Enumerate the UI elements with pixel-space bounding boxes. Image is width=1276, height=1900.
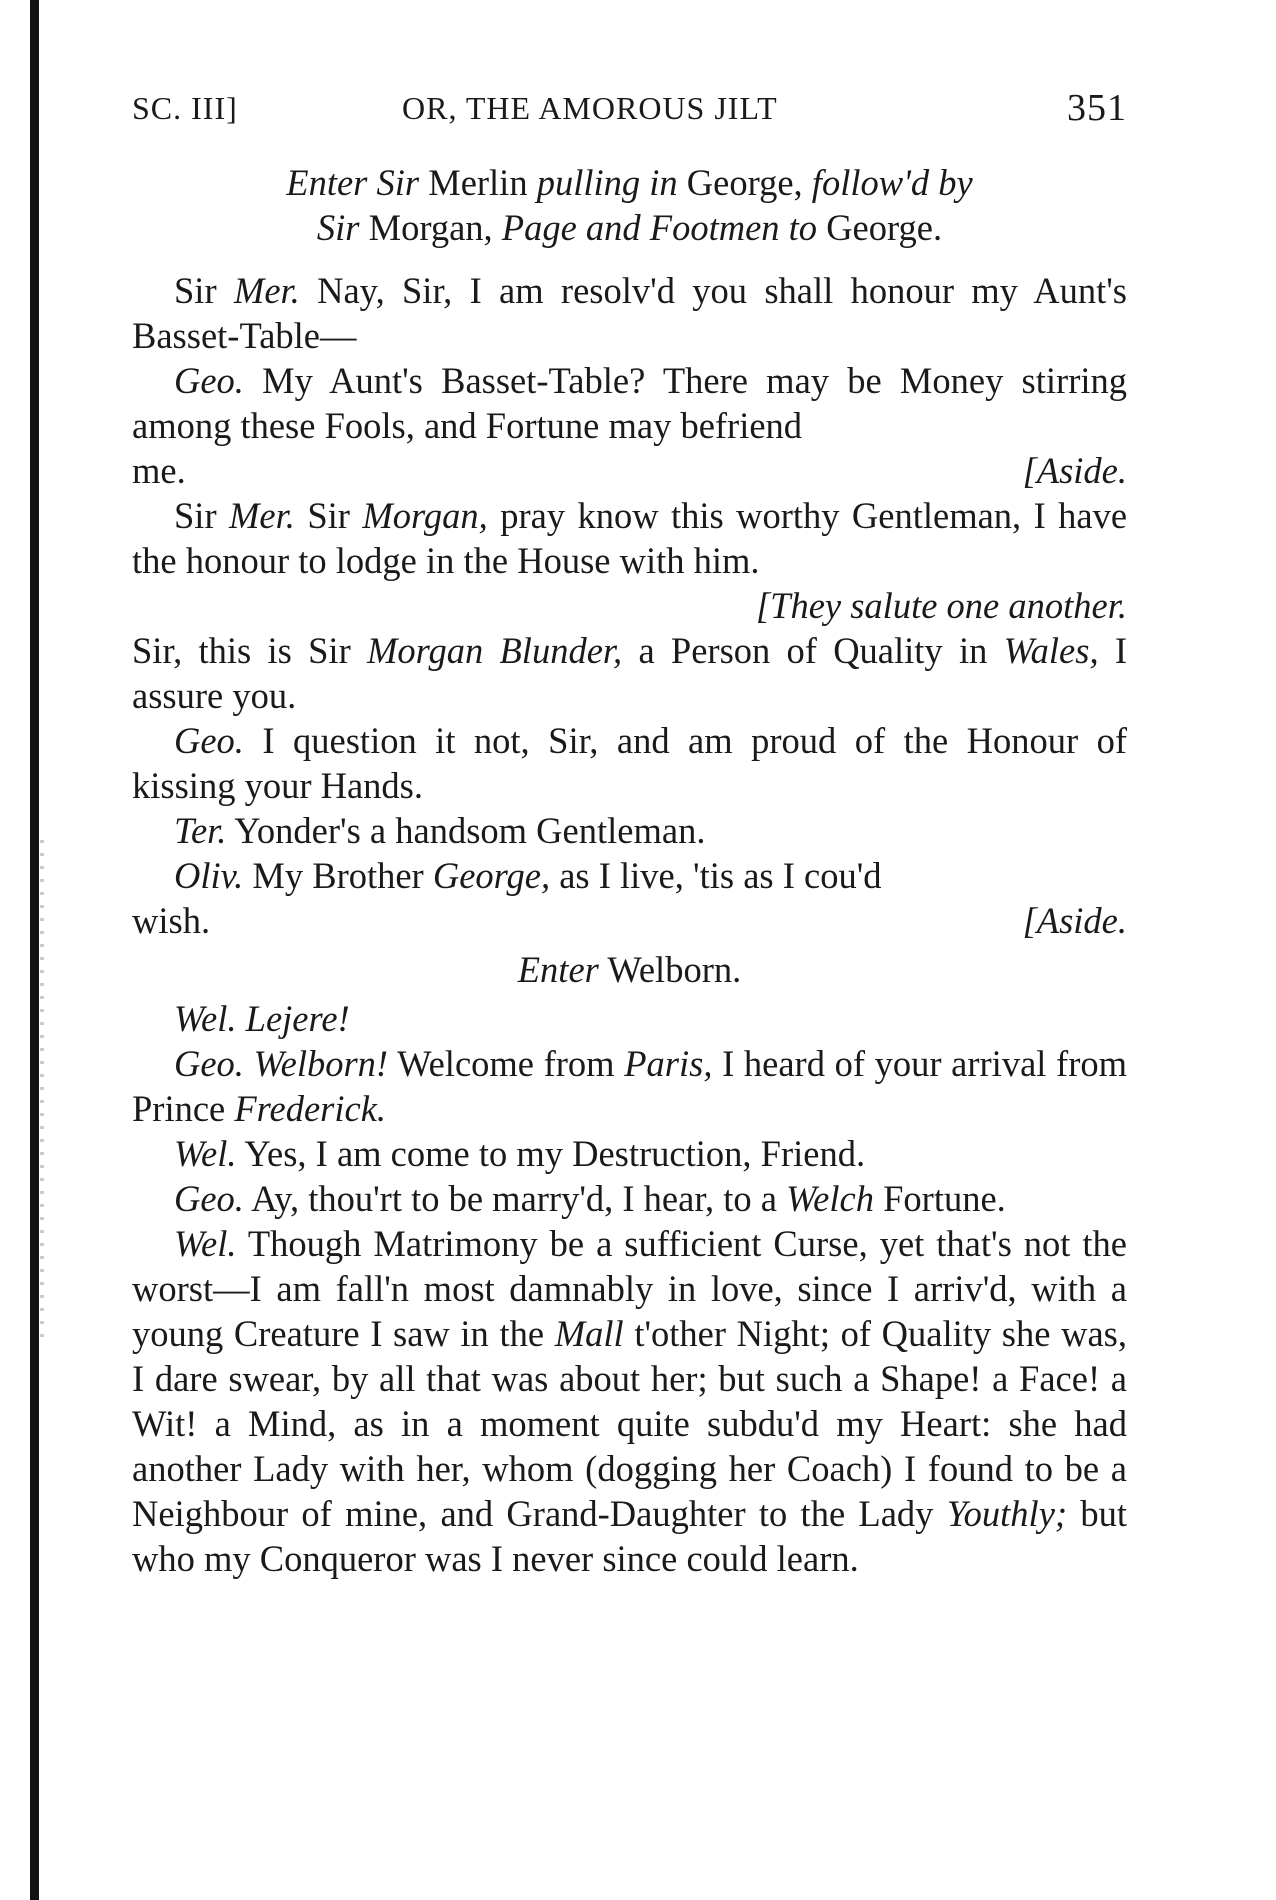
speaker-name: Geo. bbox=[174, 720, 244, 761]
speech-george-2: Geo. I question it not, Sir, and am proud of the Honour of kissing your Hands. bbox=[132, 720, 1127, 806]
speech-terrell: Ter. Yonder's a handsom Gentleman. bbox=[174, 810, 706, 851]
speech-merlin-1: Sir Mer. Nay, Sir, I am resolv'd you shall honour my Aunt's Basset-Table— bbox=[132, 270, 1127, 356]
speech-welborn-3: Wel. Though Matrimony be a sufficient Curse, yet that's not the worst—I am fall'n most damnably in love, since I arriv'd, with a young Creature I saw in the Mall t'other Night; of Quality she was, I dare swear, by all that was about her; but such a Shape! a Face! a Wit! a Mind, as in a moment quite subdu'd my Heart: she had another Lady with her, whom (dogging her Coach) I found to be a Neighbour of mine, and Grand-Daughter to the Lady Youthly; but who my Conqueror was I never since could learn. bbox=[132, 1223, 1127, 1579]
speech-welborn-1: Wel. Lejere! bbox=[174, 998, 350, 1039]
speech-olivia-last-line: wish. [Aside. bbox=[132, 900, 1127, 941]
speaker-name: Mer. bbox=[233, 270, 300, 311]
speaker-name: Wel. bbox=[174, 998, 237, 1039]
speech-merlin-2: Sir Mer. Sir Morgan, pray know this worthy Gentleman, I have the honour to lodge in the House with him. bbox=[132, 495, 1128, 581]
stage-direction-enter-welborn: Enter Welborn. bbox=[517, 949, 742, 990]
speaker-name: Oliv. bbox=[174, 855, 244, 896]
aside-direction: [Aside. bbox=[1022, 450, 1127, 491]
running-header bbox=[132, 86, 1127, 136]
speaker-name: Geo. bbox=[174, 1178, 244, 1219]
book-binding-edge bbox=[30, 0, 39, 1900]
speech-george-1: Geo. My Aunt's Basset-Table? There may be Money stirring among these Fools, and Fortune may befriend bbox=[132, 360, 1127, 446]
running-title: OR, THE AMOROUS JILT bbox=[402, 90, 778, 126]
speech-merlin-2-continued: Sir, this is Sir Morgan Blunder, a Person of Quality in Wales, I assure you. bbox=[132, 630, 1128, 716]
speaker-name: Ter. bbox=[174, 810, 227, 851]
speech-george-1-last-line: me. [Aside. bbox=[132, 450, 1127, 491]
binding-shadow bbox=[40, 840, 44, 1340]
speech-george-3: Geo. Welborn! Welcome from Paris, I heard of your arrival from Prince Frederick. bbox=[132, 1043, 1127, 1129]
speech-george-4: Geo. Ay, thou'rt to be marry'd, I hear, to a Welch Fortune. bbox=[174, 1178, 1006, 1219]
speaker-name: Wel. bbox=[174, 1223, 237, 1264]
page-number: 351 bbox=[1067, 87, 1127, 129]
speaker-name: Geo. bbox=[174, 1043, 244, 1084]
stage-direction-entrance: Enter Sir Merlin pulling in George, follow'd by Sir Morgan, Page and Footmen to George. bbox=[286, 162, 973, 248]
book-page bbox=[132, 86, 1127, 1581]
speech-olivia: Oliv. My Brother George, as I live, 'tis as I cou'd bbox=[174, 855, 882, 896]
aside-direction: [Aside. bbox=[1022, 900, 1127, 941]
scene-marker: SC. III] bbox=[132, 90, 238, 126]
speaker-name: Geo. bbox=[174, 360, 244, 401]
speaker-name: Wel. bbox=[174, 1133, 237, 1174]
speech-welborn-2: Wel. Yes, I am come to my Destruction, Friend. bbox=[174, 1133, 866, 1174]
stage-direction-salute: [They salute one another. bbox=[755, 585, 1127, 626]
speaker-name: Mer. bbox=[229, 495, 295, 536]
